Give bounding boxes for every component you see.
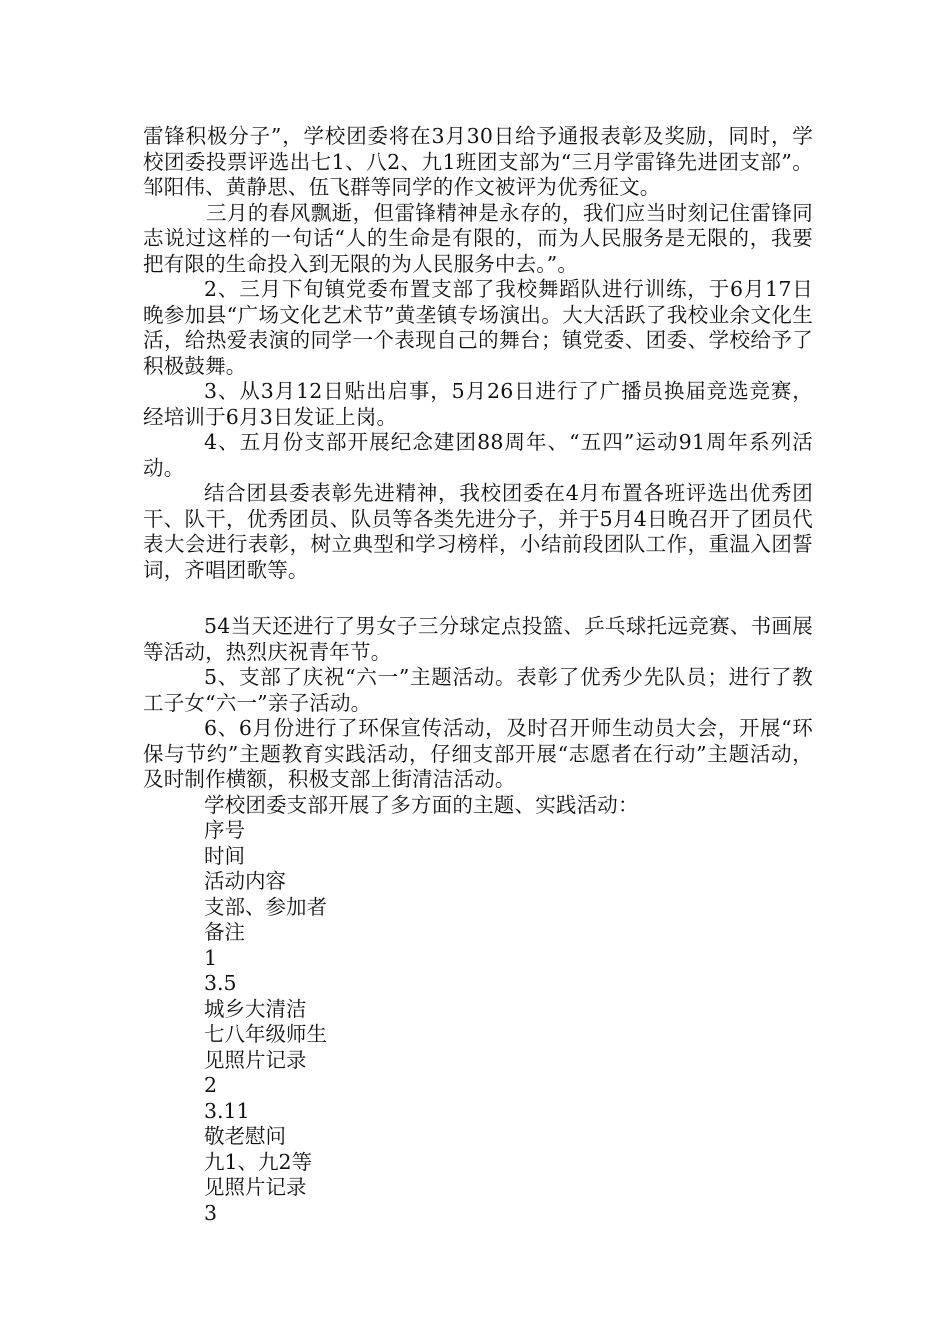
table-cell: 见照片记录 bbox=[204, 1047, 307, 1072]
table-header-remarks: 备注 bbox=[204, 920, 245, 944]
paragraph-item-5: 5、支部了庆祝“六一”主题活动。表彰了优秀少先队员；进行了教工子女“六一”亲子活动。 bbox=[143, 665, 813, 715]
table-header-serial: 序号 bbox=[204, 818, 245, 842]
paragraph-item-2: 2、三月下旬镇党委布置支部了我校舞蹈队进行训练，于6月17日晚参加县“广场文化艺术节”黄垄镇专场演出。大大活跃了我校业余文化生活，给热爱表演的同学一个表现自己的舞台；镇党委、团委、学校给予了积极鼓舞。 bbox=[143, 277, 813, 378]
table-cell: 1 bbox=[204, 945, 218, 970]
table-cell: 七八年级师生 bbox=[204, 1022, 327, 1046]
table-cell: 城乡大清洁 bbox=[204, 996, 307, 1021]
table-cell: 九1、九2等 bbox=[204, 1149, 313, 1174]
paragraph-spring-wind: 三月的春风飘逝，但雷锋精神是永存的，我们应当时刻记住雷锋同志说过这样的一句话“人的生命是有限的，而为人民服务是无限的，我要把有限的生命投入到无限的为人民服务中去。”。 bbox=[143, 200, 813, 276]
paragraph-activities-intro: 学校团委支部开展了多方面的主题、实践活动： bbox=[204, 792, 639, 817]
table-header-participants: 支部、参加者 bbox=[204, 894, 327, 919]
paragraph-continuation: 雷锋积极分子”，学校团委将在3月30日给予通报表彰及奖励，同时，学校团委投票评选出七1、八2、九1班团支部为“三月学雷锋先进团支部”。邹阳伟、黄静思、伍飞群等同学的作文被评为优秀征文。 bbox=[143, 124, 813, 199]
table-header-time: 时间 bbox=[204, 843, 245, 868]
table-cell: 3 bbox=[204, 1200, 218, 1225]
paragraph-gap bbox=[143, 583, 813, 614]
table-cell: 3.5 bbox=[204, 971, 237, 995]
activity-table-lines bbox=[143, 818, 813, 1226]
paragraph-commendation: 结合团县委表彰先进精神，我校团委在4月布置各班评选出优秀团干、队干，优秀团员、队员等各类先进分子，并于5月4日晚召开了团员代表大会进行表彰，树立典型和学习榜样，小结前段团队工作，重温入团誓词，齐唱团歌等。 bbox=[143, 481, 813, 582]
table-header-content: 活动内容 bbox=[204, 869, 286, 893]
document-body bbox=[143, 124, 813, 1226]
paragraph-youth-day: 54当天还进行了男女子三分球定点投篮、乒乓球托远竞赛、书画展等活动，热烈庆祝青年节。 bbox=[143, 614, 813, 664]
table-cell: 2 bbox=[204, 1073, 218, 1097]
paragraph-item-4: 4、五月份支部开展纪念建团88周年、“五四”运动91周年系列活动。 bbox=[143, 430, 813, 480]
table-cell: 3.11 bbox=[204, 1098, 250, 1123]
paragraph-item-6: 6、6月份进行了环保宣传活动，及时召开师生动员大会，开展“环保与节约”主题教育实践活动，仔细支部开展“志愿者在行动”主题活动，及时制作横额，积极支部上街清洁活动。 bbox=[143, 716, 813, 791]
table-cell: 见照片记录 bbox=[204, 1175, 307, 1199]
paragraph-item-3: 3、从3月12日贴出启事，5月26日进行了广播员换届竞选竞赛，经培训于6月3日发证上岗。 bbox=[143, 379, 813, 429]
table-cell: 敬老慰问 bbox=[204, 1124, 286, 1148]
